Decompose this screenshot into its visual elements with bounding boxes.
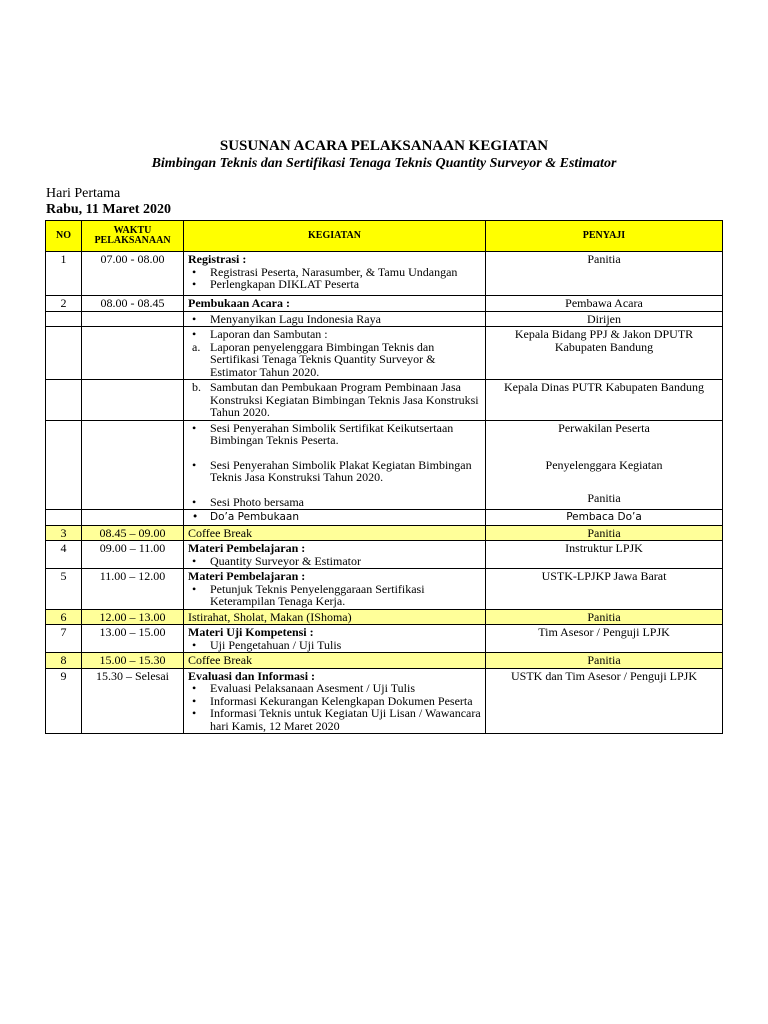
table-row — [46, 668, 723, 734]
table-row — [46, 541, 723, 569]
list-item: • Perlengkapan DIKLAT Peserta — [188, 278, 481, 291]
table-header-row — [46, 221, 723, 252]
list-item: • Sesi Photo bersama — [188, 496, 481, 509]
row-presenter: Panitia — [486, 252, 723, 296]
row-number: 1 — [46, 252, 82, 296]
row-time: 09.00 – 11.00 — [82, 541, 184, 569]
row-time: 11.00 – 12.00 — [82, 569, 184, 610]
presenter-line: Penyelenggara Kegiatan — [545, 458, 663, 472]
presenter-line: Panitia — [587, 490, 621, 505]
list-item: • Registrasi Peserta, Narasumber, & Tamu Undangan — [188, 266, 481, 279]
sub-item — [188, 381, 481, 419]
row-number: 9 — [46, 668, 82, 734]
row-activity — [184, 569, 486, 610]
row-activity — [184, 420, 486, 510]
table-row — [46, 296, 723, 312]
row-time: 15.00 – 15.30 — [82, 653, 184, 669]
row-number: 2 — [46, 296, 82, 312]
row-presenter — [486, 420, 723, 510]
table-row — [46, 420, 723, 510]
row-activity — [184, 380, 486, 421]
day-date: Rabu, 11 Maret 2020 — [46, 202, 171, 217]
list-item: • Sesi Penyerahan Simbolik Plakat Kegiatan Bimbingan Teknis Jasa Konstruksi Tahun 2020. — [188, 459, 481, 484]
row-number: 5 — [46, 569, 82, 610]
table-row — [46, 327, 723, 380]
row-number: 7 — [46, 625, 82, 653]
row-presenter: Dirijen — [486, 311, 723, 327]
column-header-time: WAKTU PELAKSANAAN — [82, 221, 184, 252]
list-item: • Evaluasi Pelaksanaan Asesment / Uji Tulis — [188, 682, 481, 695]
schedule-table — [45, 220, 723, 734]
row-activity: Coffee Break — [184, 653, 486, 669]
list-item: • Petunjuk Teknis Penyelenggaraan Sertifikasi Keterampilan Tenaga Kerja. — [188, 583, 481, 608]
table-row — [46, 380, 723, 421]
table-row — [46, 525, 723, 541]
row-time: 12.00 – 13.00 — [82, 609, 184, 625]
row-presenter: Kepala Bidang PPJ & Jakon DPUTR Kabupaten Bandung — [486, 327, 723, 380]
row-activity — [184, 510, 486, 526]
row-number: 8 — [46, 653, 82, 669]
list-item: • Quantity Surveyor & Estimator — [188, 555, 481, 568]
day-label: Hari Pertama — [46, 186, 121, 201]
presenter-line: Perwakilan Peserta — [558, 420, 650, 435]
list-item: • Do’a Pembukaan — [188, 511, 481, 524]
table-row — [46, 311, 723, 327]
row-activity — [184, 252, 486, 296]
sub-item-text: Laporan penyelenggara Bimbingan Teknis dan Sertifikasi Tenaga Teknis Quantity Surveyor & Estimator Tahun 2020. — [210, 339, 436, 379]
activity-heading: Pembukaan Acara : — [184, 296, 486, 312]
row-presenter: Panitia — [486, 525, 723, 541]
sub-item-letter: a. — [192, 339, 201, 354]
list-item: • Informasi Teknis untuk Kegiatan Uji Lisan / Wawancara hari Kamis, 12 Maret 2020 — [188, 707, 481, 732]
row-presenter: Tim Asesor / Penguji LPJK — [486, 625, 723, 653]
row-presenter: Instruktur LPJK — [486, 541, 723, 569]
row-activity: Coffee Break — [184, 525, 486, 541]
activity-heading: Materi Pembelajaran : — [188, 569, 306, 583]
activity-heading: Materi Pembelajaran : — [188, 541, 306, 555]
row-activity — [184, 668, 486, 734]
row-activity: Istirahat, Sholat, Makan (IShoma) — [184, 609, 486, 625]
page-subtitle: Bimbingan Teknis dan Sertifikasi Tenaga Teknis Quantity Surveyor & Estimator — [151, 156, 617, 171]
row-activity — [184, 327, 486, 380]
column-header-no: NO — [46, 221, 82, 252]
list-item: • Uji Pengetahuan / Uji Tulis — [188, 639, 481, 652]
row-activity — [184, 625, 486, 653]
list-item: • Laporan dan Sambutan : — [188, 328, 481, 341]
row-presenter: Kepala Dinas PUTR Kabupaten Bandung — [486, 380, 723, 421]
row-time: 07.00 - 08.00 — [82, 252, 184, 296]
sub-item-text: Sambutan dan Pembukaan Program Pembinaan Jasa Konstruksi Kegiatan Bimbingan Teknis Jasa Konstruksi Tahun 2020. — [210, 380, 479, 419]
list-item: • Sesi Penyerahan Simbolik Sertifikat Keikutsertaan Bimbingan Teknis Peserta. — [188, 422, 481, 447]
row-presenter: USTK dan Tim Asesor / Penguji LPJK — [486, 668, 723, 734]
activity-heading: Materi Uji Kompetensi : — [188, 625, 314, 639]
table-row — [46, 653, 723, 669]
row-presenter: Panitia — [486, 653, 723, 669]
row-number: 3 — [46, 525, 82, 541]
row-presenter: Panitia — [486, 609, 723, 625]
sub-item-letter: b. — [192, 380, 201, 394]
activity-list — [188, 266, 481, 291]
table-row — [46, 569, 723, 610]
table-row — [46, 609, 723, 625]
list-item: • Menyanyikan Lagu Indonesia Raya — [188, 313, 481, 326]
row-number: 4 — [46, 541, 82, 569]
row-activity — [184, 311, 486, 327]
row-time: 08.45 – 09.00 — [82, 525, 184, 541]
row-activity — [184, 541, 486, 569]
row-time: 15.30 – Selesai — [82, 668, 184, 734]
row-time: 13.00 – 15.00 — [82, 625, 184, 653]
column-header-presenter: PENYAJI — [486, 221, 723, 252]
table-row — [46, 625, 723, 653]
list-item: • Informasi Kekurangan Kelengkapan Dokumen Peserta — [188, 695, 481, 708]
column-header-activity: KEGIATAN — [184, 221, 486, 252]
row-presenter: USTK-LPJKP Jawa Barat — [486, 569, 723, 610]
activity-heading: Evaluasi dan Informasi : — [188, 668, 316, 683]
row-presenter: Pembaca Do’a — [486, 510, 723, 526]
row-presenter: Pembawa Acara — [486, 296, 723, 312]
page-title: SUSUNAN ACARA PELAKSANAAN KEGIATAN — [219, 138, 549, 154]
row-number: 6 — [46, 609, 82, 625]
activity-heading: Registrasi : — [188, 252, 247, 266]
table-row — [46, 252, 723, 296]
row-time: 08.00 - 08.45 — [82, 296, 184, 312]
table-row — [46, 510, 723, 526]
sub-item — [188, 341, 481, 379]
